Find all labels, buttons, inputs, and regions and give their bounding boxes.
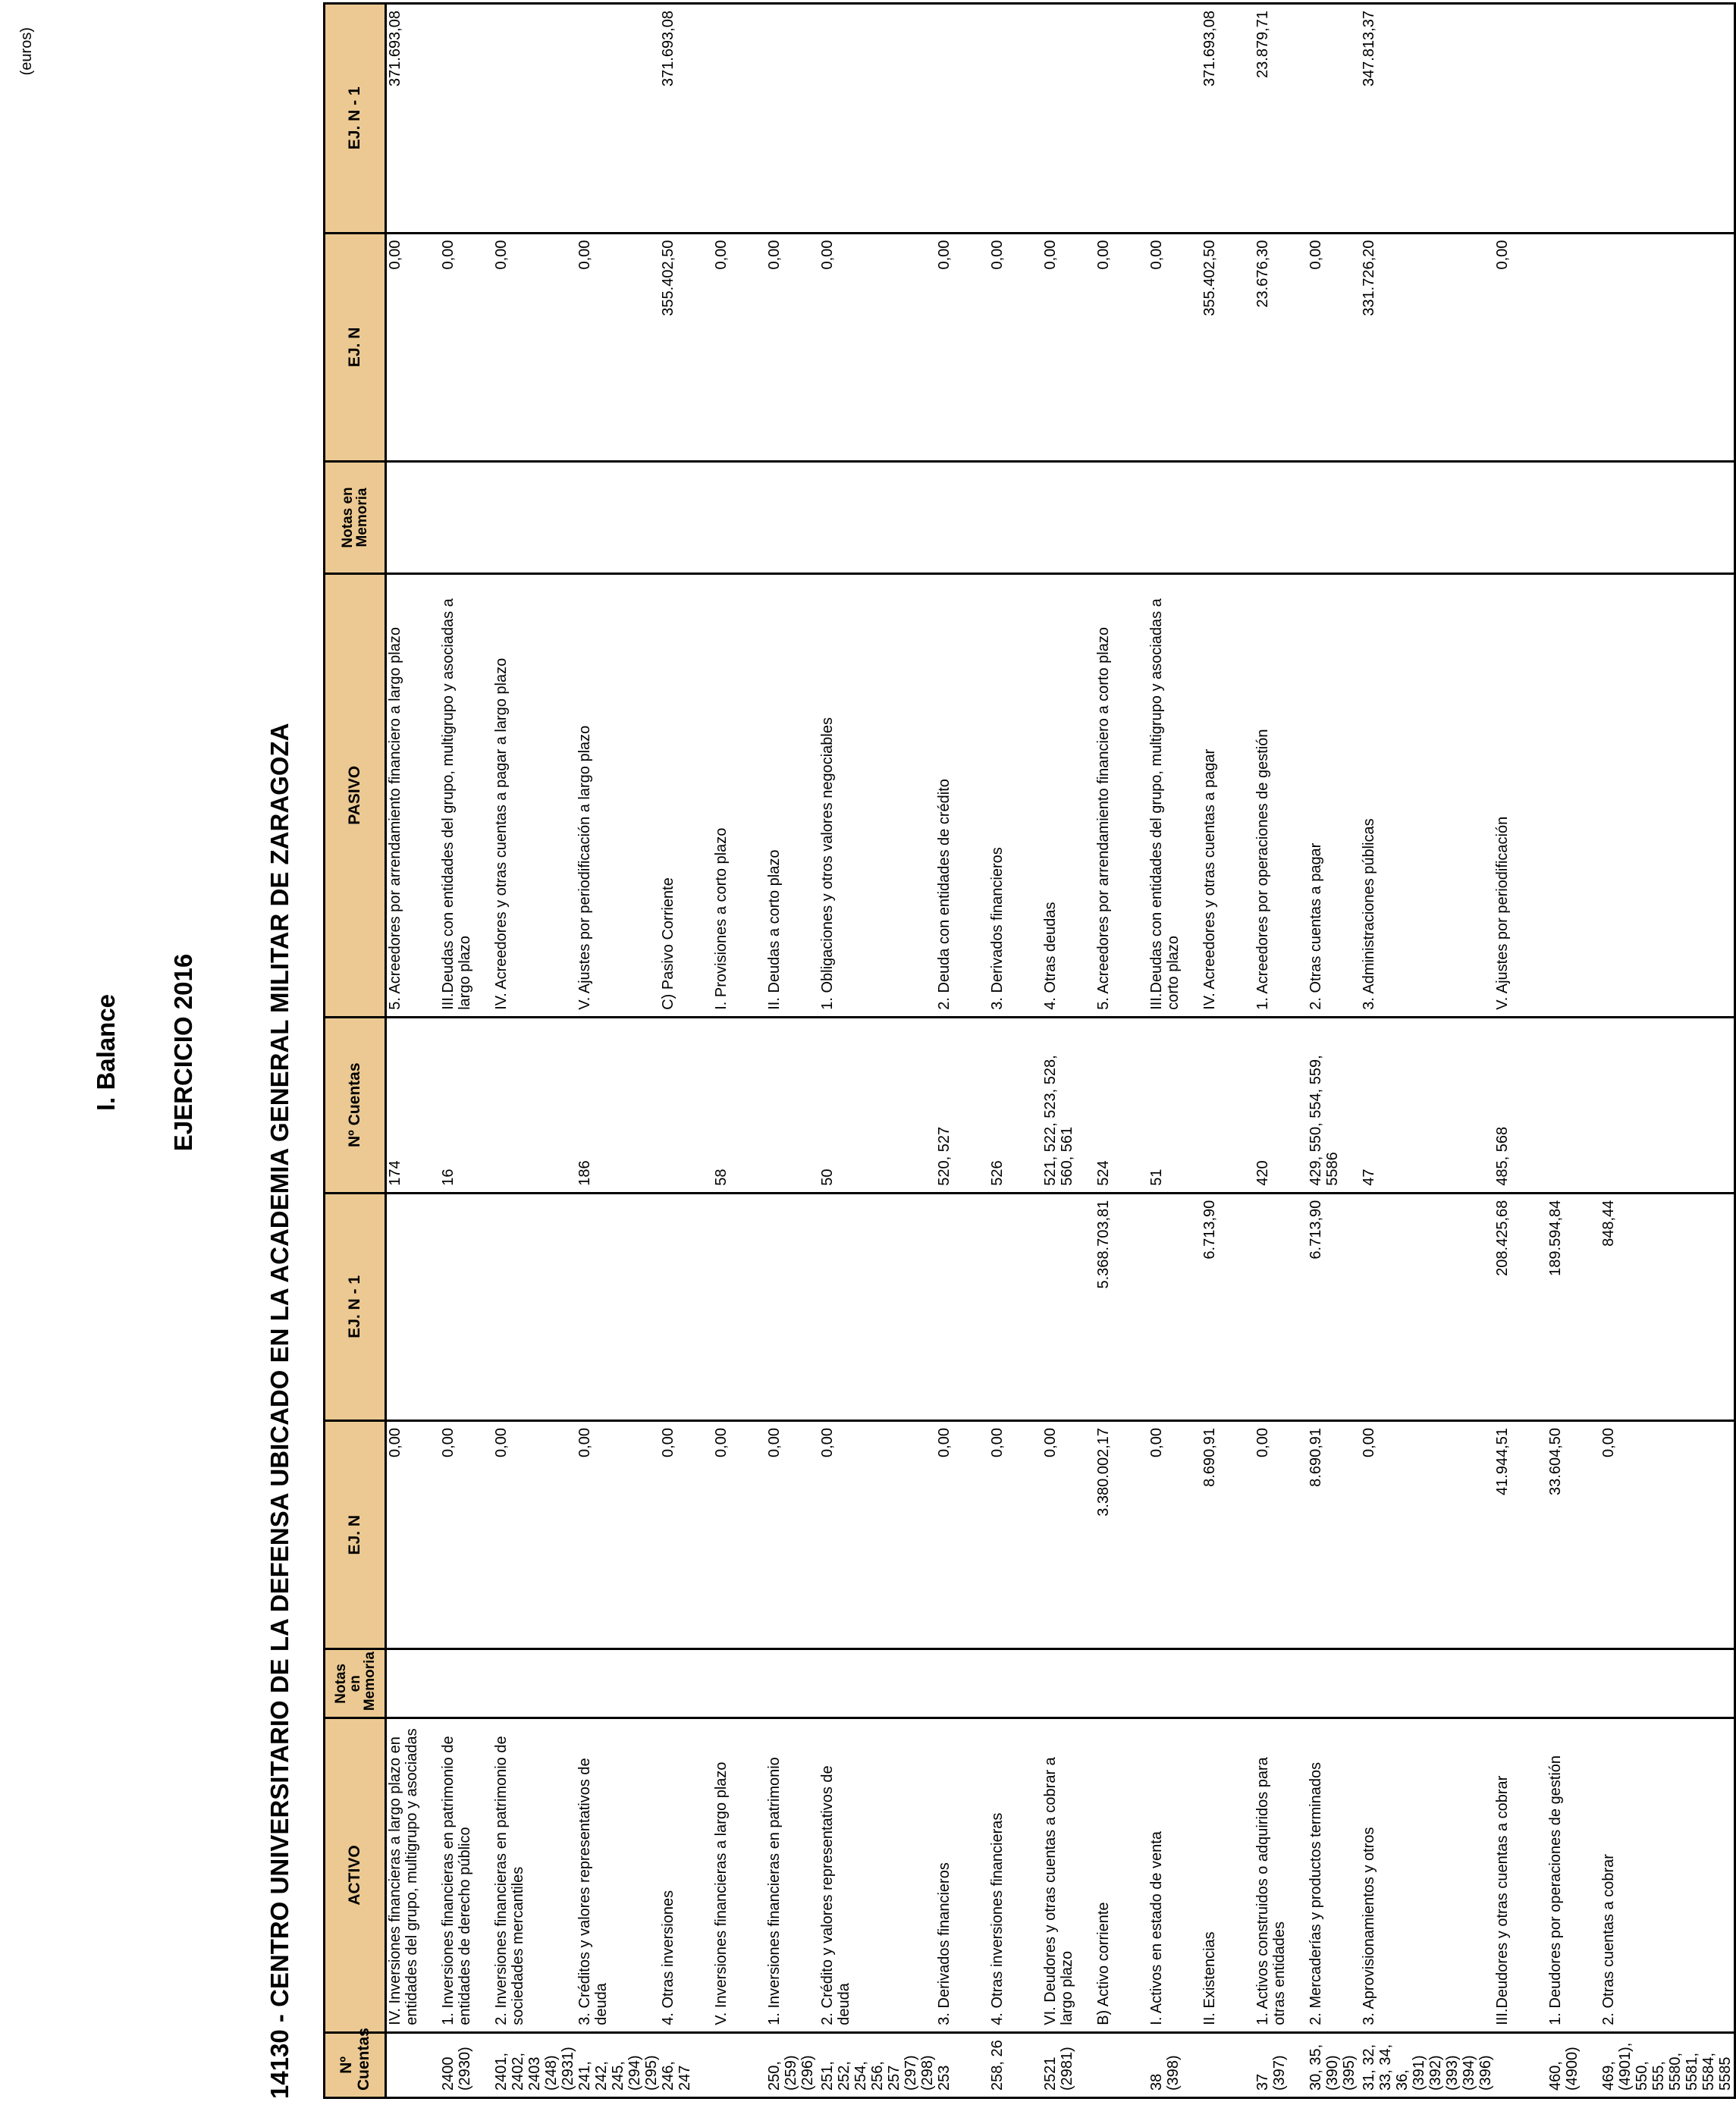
notas-activo-cell [819, 1649, 936, 1718]
ej-n-activo-cell: 0,00 [819, 1421, 936, 1649]
cuentas-activo-cell: 253 [936, 2032, 989, 2097]
pasivo-cell: V. Ajustes por periodificación a largo plazo [576, 573, 660, 1017]
cuentas-pasivo-cell: 420 [1254, 1017, 1307, 1193]
cuentas-pasivo-cell: 16 [440, 1017, 493, 1193]
activo-cell: 4. Otras inversiones [660, 1718, 713, 2033]
activo-cell: IV. Inversiones financieras a largo plazo en entidades del grupo, multigrupo y asociadas [386, 1718, 441, 2033]
table-row [440, 4, 493, 2098]
ej-n-1-pasivo-cell [713, 4, 766, 234]
ej-n-1-activo-cell: 5.368.703,81 [1095, 1193, 1148, 1420]
ej-n-activo-cell: 0,00 [576, 1421, 660, 1649]
cuentas-pasivo-cell [766, 1017, 819, 1193]
ej-n-activo-cell: 3.380.002,17 [1095, 1421, 1148, 1649]
ej-n-1-activo-cell [766, 1193, 819, 1420]
ej-n-1-pasivo-cell: 347.813,37 [1361, 4, 1494, 234]
ej-n-pasivo-cell: 0,00 [936, 233, 989, 461]
activo-cell: 1. Inversiones financieras en patrimonio de entidades de derecho público [440, 1718, 493, 2033]
pasivo-cell: 5. Acreedores por arrendamiento financiero a corto plazo [1095, 573, 1148, 1017]
cuentas-activo-cell: 460, (4900) [1547, 2032, 1600, 2097]
header-ej-n-1-activo: EJ. N - 1 [325, 1193, 386, 1420]
notas-pasivo-cell [440, 462, 493, 574]
ej-n-1-pasivo-cell [1095, 4, 1148, 234]
activo-cell: I. Activos en estado de venta [1148, 1718, 1201, 2033]
cuentas-activo-cell: 2400 (2930) [440, 2032, 493, 2097]
notas-activo-cell [1600, 1649, 1735, 1718]
notas-pasivo-cell [576, 462, 660, 574]
ej-n-1-pasivo-cell [1547, 4, 1600, 234]
ej-n-pasivo-cell: 0,00 [819, 233, 936, 461]
ej-n-1-pasivo-cell [819, 4, 936, 234]
table-row [386, 4, 441, 2098]
ej-n-activo-cell: 0,00 [1042, 1421, 1095, 1649]
pasivo-cell: 3. Derivados financieros [989, 573, 1042, 1017]
notas-activo-cell [1494, 1649, 1547, 1718]
ej-n-activo-cell: 0,00 [493, 1421, 576, 1649]
activo-cell: 1. Deudores por operaciones de gestión [1547, 1718, 1600, 2033]
ej-n-pasivo-cell: 0,00 [1148, 233, 1201, 461]
ej-n-pasivo-cell: 0,00 [713, 233, 766, 461]
notas-activo-cell [936, 1649, 989, 1718]
ej-n-pasivo-cell: 355.402,50 [660, 233, 713, 461]
header-ej-n-activo: EJ. N [325, 1421, 386, 1649]
cuentas-pasivo-cell: 526 [989, 1017, 1042, 1193]
cuentas-pasivo-cell [1201, 1017, 1254, 1193]
table-row [1254, 4, 1307, 2098]
ej-n-activo-cell: 8.690,91 [1201, 1421, 1254, 1649]
activo-cell: 4. Otras inversiones financieras [989, 1718, 1042, 2033]
ej-n-pasivo-cell: 0,00 [386, 233, 441, 461]
ej-n-activo-cell: 0,00 [386, 1421, 441, 1649]
pasivo-cell: IV. Acreedores y otras cuentas a pagar [1201, 573, 1254, 1017]
header-activo: ACTIVO [325, 1718, 386, 2033]
cuentas-activo-cell [713, 2032, 766, 2097]
notas-activo-cell [1254, 1649, 1307, 1718]
cuentas-pasivo-cell [1547, 1017, 1600, 1193]
table-row [713, 4, 766, 2098]
ej-n-pasivo-cell: 0,00 [576, 233, 660, 461]
cuentas-activo-cell: 246, 247 [660, 2032, 713, 2097]
notas-activo-cell [766, 1649, 819, 1718]
ej-n-1-activo-cell [576, 1193, 660, 1420]
pasivo-cell: III.Deudas con entidades del grupo, multigrupo y asociadas a largo plazo [440, 573, 493, 1017]
ej-n-pasivo-cell: 0,00 [1095, 233, 1148, 461]
notas-pasivo-cell [660, 462, 713, 574]
ej-n-pasivo-cell: 0,00 [1494, 233, 1547, 461]
notas-activo-cell [1361, 1649, 1494, 1718]
notas-activo-cell [989, 1649, 1042, 1718]
ej-n-activo-cell: 0,00 [660, 1421, 713, 1649]
table-row [576, 4, 660, 2098]
notas-activo-cell [1095, 1649, 1148, 1718]
table-row [1095, 4, 1148, 2098]
ej-n-1-activo-cell: 848,44 [1600, 1193, 1735, 1420]
cuentas-pasivo-cell: 51 [1148, 1017, 1201, 1193]
pasivo-cell: 4. Otras deudas [1042, 573, 1095, 1017]
cuentas-activo-cell: 30, 35, (390) (395) [1307, 2032, 1361, 2097]
pasivo-cell: 1. Acreedores por operaciones de gestión [1254, 573, 1307, 1017]
header-notas-pasivo: Notas en Memoria [325, 462, 386, 574]
cuentas-pasivo-cell: 520, 527 [936, 1017, 989, 1193]
ej-n-pasivo-cell [1547, 233, 1600, 461]
notas-activo-cell [493, 1649, 576, 1718]
table-row [1042, 4, 1095, 2098]
ej-n-1-pasivo-cell [1600, 4, 1735, 234]
cuentas-activo-cell: 250, (259) (296) [766, 2032, 819, 2097]
notas-pasivo-cell [493, 462, 576, 574]
activo-cell: V. Inversiones financieras a largo plazo [713, 1718, 766, 2033]
cuentas-pasivo-cell [493, 1017, 576, 1193]
ej-n-pasivo-cell: 355.402,50 [1201, 233, 1254, 461]
notas-activo-cell [576, 1649, 660, 1718]
notas-pasivo-cell [936, 462, 989, 574]
ej-n-1-pasivo-cell [493, 4, 576, 234]
ej-n-1-pasivo-cell: 371.693,08 [386, 4, 441, 234]
cuentas-activo-cell: 2401, 2402, 2403 (248) (2931) [493, 2032, 576, 2097]
table-row [989, 4, 1042, 2098]
ej-n-activo-cell: 8.690,91 [1307, 1421, 1361, 1649]
table-row [766, 4, 819, 2098]
activo-cell: II. Existencias [1201, 1718, 1254, 2033]
activo-cell: 2. Crédito y valores representativos de deuda [819, 1718, 936, 2033]
ej-n-pasivo-cell: 0,00 [440, 233, 493, 461]
cuentas-activo-cell [1494, 2032, 1547, 2097]
ej-n-pasivo-cell: 0,00 [766, 233, 819, 461]
ej-n-1-activo-cell [386, 1193, 441, 1420]
ej-n-activo-cell: 0,00 [440, 1421, 493, 1649]
ej-n-1-activo-cell [1254, 1193, 1307, 1420]
pasivo-cell: 5. Acreedores por arrendamiento financiero a largo plazo [386, 573, 441, 1017]
activo-cell: B) Activo corriente [1095, 1718, 1148, 2033]
pasivo-cell: 2. Otras cuentas a pagar [1307, 573, 1361, 1017]
header-notas-activo: Notas en Memoria [325, 1649, 386, 1718]
table-row [1201, 4, 1254, 2098]
cuentas-activo-cell: 241, 242, 245, (294) (295) [576, 2032, 660, 2097]
ej-n-pasivo-cell: 0,00 [1307, 233, 1361, 461]
notas-activo-cell [1547, 1649, 1600, 1718]
table-row [1148, 4, 1201, 2098]
notas-pasivo-cell [1201, 462, 1254, 574]
cuentas-pasivo-cell: 524 [1095, 1017, 1148, 1193]
header-row [325, 4, 386, 2098]
ej-n-pasivo-cell [1600, 233, 1735, 461]
currency-unit: (euros) [18, 27, 35, 76]
activo-cell: 3. Derivados financieros [936, 1718, 989, 2033]
ej-n-activo-cell: 0,00 [1361, 1421, 1494, 1649]
ej-n-pasivo-cell: 331.726,20 [1361, 233, 1494, 461]
notas-activo-cell [386, 1649, 441, 1718]
pasivo-cell [1600, 573, 1735, 1017]
notas-pasivo-cell [1600, 462, 1735, 574]
cuentas-pasivo-cell [1600, 1017, 1735, 1193]
ej-n-activo-cell: 0,00 [936, 1421, 989, 1649]
ej-n-pasivo-cell: 0,00 [1042, 233, 1095, 461]
ej-n-activo-cell: 41.944,51 [1494, 1421, 1547, 1649]
notas-pasivo-cell [1254, 462, 1307, 574]
ej-n-1-pasivo-cell [1042, 4, 1095, 234]
ej-n-pasivo-cell: 0,00 [989, 233, 1042, 461]
header-cuentas-activo: Nº Cuentas [325, 2032, 386, 2097]
table-row [660, 4, 713, 2098]
cuentas-pasivo-cell: 58 [713, 1017, 766, 1193]
ej-n-activo-cell: 0,00 [1600, 1421, 1735, 1649]
ej-n-pasivo-cell: 0,00 [493, 233, 576, 461]
cuentas-pasivo-cell: 521, 522, 523, 528, 560, 561 [1042, 1017, 1095, 1193]
ej-n-1-activo-cell: 6.713,90 [1201, 1193, 1254, 1420]
cuentas-activo-cell: 38 (398) [1148, 2032, 1201, 2097]
ej-n-1-activo-cell [936, 1193, 989, 1420]
notas-pasivo-cell [1547, 462, 1600, 574]
ej-n-1-activo-cell: 6.713,90 [1307, 1193, 1361, 1420]
activo-cell: 2. Otras cuentas a cobrar [1600, 1718, 1735, 2033]
ej-n-activo-cell: 0,00 [713, 1421, 766, 1649]
ej-n-1-pasivo-cell: 371.693,08 [660, 4, 713, 234]
cuentas-pasivo-cell: 50 [819, 1017, 936, 1193]
header-ej-n-pasivo: EJ. N [325, 233, 386, 461]
ej-n-1-activo-cell [1361, 1193, 1494, 1420]
activo-cell: 2. Mercaderías y productos terminados [1307, 1718, 1361, 2033]
pasivo-cell: 2. Deuda con entidades de crédito [936, 573, 989, 1017]
activo-cell: 3. Aprovisionamientos y otros [1361, 1718, 1494, 2033]
cuentas-activo-cell: 258, 26 [989, 2032, 1042, 2097]
table-row [1547, 4, 1600, 2098]
notas-activo-cell [1148, 1649, 1201, 1718]
ej-n-1-pasivo-cell [766, 4, 819, 234]
ej-n-1-pasivo-cell [1307, 4, 1361, 234]
ej-n-1-pasivo-cell [1148, 4, 1201, 234]
ej-n-pasivo-cell: 23.676,30 [1254, 233, 1307, 461]
table-row [493, 4, 576, 2098]
notas-pasivo-cell [1042, 462, 1095, 574]
ej-n-1-pasivo-cell [989, 4, 1042, 234]
pasivo-cell: II. Deudas a corto plazo [766, 573, 819, 1017]
cuentas-pasivo-cell: 47 [1361, 1017, 1494, 1193]
notas-activo-cell [1201, 1649, 1254, 1718]
notas-pasivo-cell [989, 462, 1042, 574]
notas-pasivo-cell [819, 462, 936, 574]
notas-pasivo-cell [1361, 462, 1494, 574]
ej-n-1-pasivo-cell: 371.693,08 [1201, 4, 1254, 234]
ej-n-activo-cell: 0,00 [1148, 1421, 1201, 1649]
cuentas-activo-cell: 251, 252, 254, 256, 257 (297) (298) [819, 2032, 936, 2097]
cuentas-pasivo-cell: 174 [386, 1017, 441, 1193]
pasivo-cell: 1. Obligaciones y otros valores negociables [819, 573, 936, 1017]
notas-activo-cell [1042, 1649, 1095, 1718]
ej-n-1-activo-cell [493, 1193, 576, 1420]
cuentas-activo-cell: 469, (4901), 550, 555, 5580, 5581, 5584, 5585 [1600, 2032, 1735, 2097]
ej-n-activo-cell: 0,00 [1254, 1421, 1307, 1649]
activo-cell: 3. Créditos y valores representativos de deuda [576, 1718, 660, 2033]
header-pasivo: PASIVO [325, 573, 386, 1017]
activo-cell: 1. Inversiones financieras en patrimonio [766, 1718, 819, 2033]
ej-n-activo-cell: 0,00 [766, 1421, 819, 1649]
ej-n-1-pasivo-cell [936, 4, 989, 234]
ej-n-1-activo-cell [440, 1193, 493, 1420]
ej-n-1-pasivo-cell [576, 4, 660, 234]
balance-table [323, 2, 1736, 2099]
table-row [1361, 4, 1494, 2098]
ej-n-1-activo-cell [713, 1193, 766, 1420]
ej-n-1-activo-cell: 208.425,68 [1494, 1193, 1547, 1420]
notas-pasivo-cell [1307, 462, 1361, 574]
ej-n-1-activo-cell [660, 1193, 713, 1420]
cuentas-pasivo-cell [660, 1017, 713, 1193]
table-row [819, 4, 936, 2098]
ej-n-1-activo-cell [1042, 1193, 1095, 1420]
pasivo-cell [1547, 573, 1600, 1017]
notas-pasivo-cell [766, 462, 819, 574]
activo-cell: 2. Inversiones financieras en patrimonio de sociedades mercantiles [493, 1718, 576, 2033]
table-row [1307, 4, 1361, 2098]
exercise-title: EJERCICIO 2016 [169, 953, 197, 1152]
header-ej-n-1-pasivo: EJ. N - 1 [325, 4, 386, 234]
cuentas-activo-cell [1095, 2032, 1148, 2097]
notas-pasivo-cell [1095, 462, 1148, 574]
notas-activo-cell [713, 1649, 766, 1718]
activo-cell: VI. Deudores y otras cuentas a cobrar a largo plazo [1042, 1718, 1095, 2033]
activo-cell: III.Deudores y otras cuentas a cobrar [1494, 1718, 1547, 2033]
notas-activo-cell [1307, 1649, 1361, 1718]
pasivo-cell: III.Deudas con entidades del grupo, multigrupo y asociadas a corto plazo [1148, 573, 1201, 1017]
ej-n-1-pasivo-cell [440, 4, 493, 234]
ej-n-1-activo-cell [989, 1193, 1042, 1420]
pasivo-cell: C) Pasivo Corriente [660, 573, 713, 1017]
pasivo-cell: I. Provisiones a corto plazo [713, 573, 766, 1017]
ej-n-1-activo-cell: 189.594,84 [1547, 1193, 1600, 1420]
header-cuentas-pasivo: Nº Cuentas [325, 1017, 386, 1193]
notas-activo-cell [440, 1649, 493, 1718]
ej-n-1-pasivo-cell [1494, 4, 1547, 234]
activo-cell: 1. Activos construidos o adquiridos para otras entidades [1254, 1718, 1307, 2033]
ej-n-activo-cell: 33.604,50 [1547, 1421, 1600, 1649]
cuentas-activo-cell: 37 (397) [1254, 2032, 1307, 2097]
report-title: I. Balance [92, 993, 120, 1112]
cuentas-pasivo-cell: 186 [576, 1017, 660, 1193]
notas-pasivo-cell [1148, 462, 1201, 574]
table-row [936, 4, 989, 2098]
ej-n-1-activo-cell [1148, 1193, 1201, 1420]
notas-pasivo-cell [713, 462, 766, 574]
pasivo-cell: 3. Administraciones públicas [1361, 573, 1494, 1017]
cuentas-activo-cell [386, 2032, 441, 2097]
ej-n-1-activo-cell [819, 1193, 936, 1420]
table-row [1494, 4, 1547, 2098]
pasivo-cell: IV. Acreedores y otras cuentas a pagar a largo plazo [493, 573, 576, 1017]
notas-pasivo-cell [386, 462, 441, 574]
entity-title: 14130 - CENTRO UNIVERSITARIO DE LA DEFENSA UBICADO EN LA ACADEMIA GENERAL MILITAR DE ZARAGOZA [265, 723, 294, 2099]
pasivo-cell: V. Ajustes por periodificación [1494, 573, 1547, 1017]
ej-n-1-pasivo-cell: 23.879,71 [1254, 4, 1307, 234]
cuentas-activo-cell [1201, 2032, 1254, 2097]
cuentas-activo-cell: 2521 (2981) [1042, 2032, 1095, 2097]
notas-pasivo-cell [1494, 462, 1547, 574]
notas-activo-cell [660, 1649, 713, 1718]
cuentas-pasivo-cell: 485, 568 [1494, 1017, 1547, 1193]
cuentas-pasivo-cell: 429, 550, 554, 559, 5586 [1307, 1017, 1361, 1193]
ej-n-activo-cell: 0,00 [989, 1421, 1042, 1649]
cuentas-activo-cell: 31, 32, 33, 34, 36, (391) (392) (393) (394) (396) [1361, 2032, 1494, 2097]
table-row [1600, 4, 1735, 2098]
